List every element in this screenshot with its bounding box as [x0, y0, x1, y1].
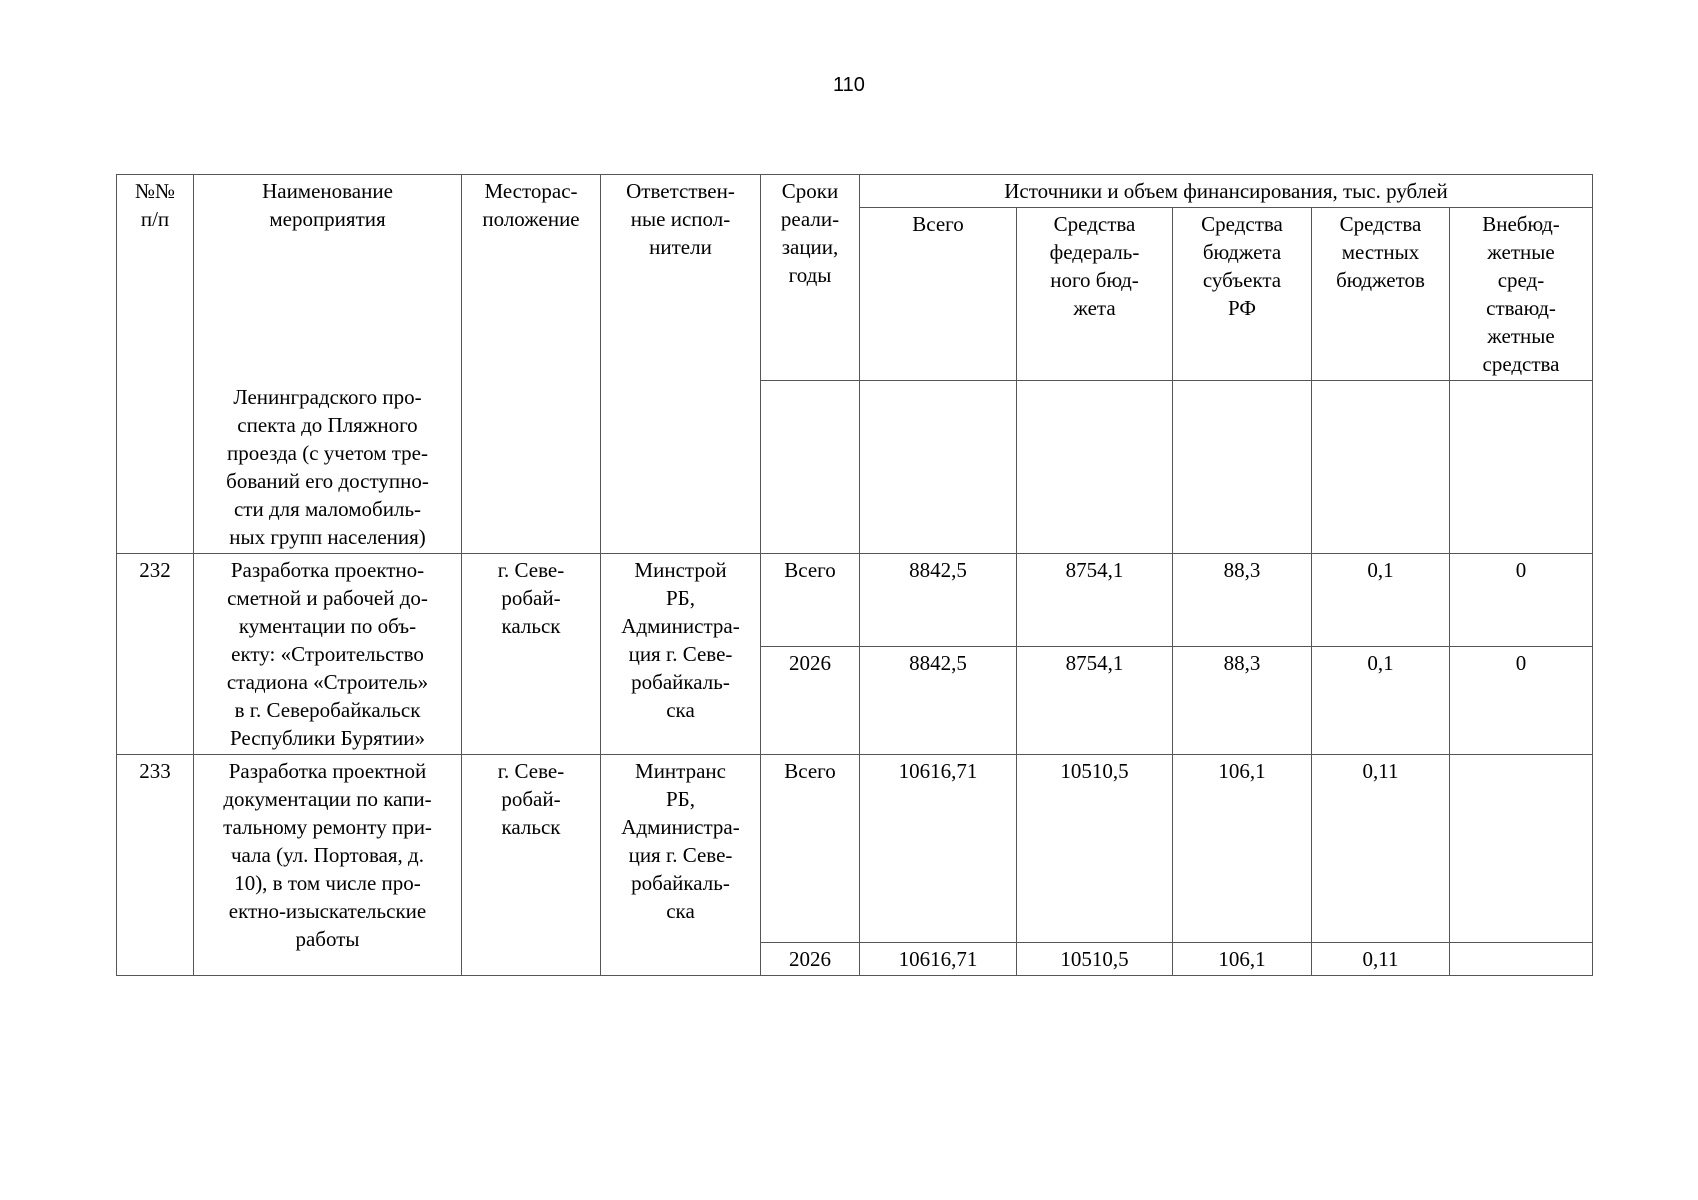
continuation-term: [761, 381, 860, 554]
row-num: 232: [117, 553, 194, 754]
row-federal: 10510,5: [1017, 942, 1173, 975]
continuation-local: [1312, 381, 1450, 554]
header-name: Наименование мероприятия: [194, 175, 462, 381]
row-subject: 88,3: [1173, 553, 1312, 646]
continuation-total: [860, 381, 1017, 554]
row-subject: 88,3: [1173, 646, 1312, 754]
header-executors: Ответствен- ные испол- нители: [601, 175, 761, 554]
row-term: 2026: [761, 646, 860, 754]
continuation-row: [117, 381, 1593, 554]
continuation-subject: [1173, 381, 1312, 554]
financing-table: [116, 174, 1593, 976]
row-offbudget: 0: [1450, 553, 1593, 646]
row-name: Разработка проектной документации по капи- тальному ремонту при- чала (ул. Портовая, д. 10), в том числе про- ектно-изыскательские работы: [194, 754, 462, 975]
continuation-num: [117, 381, 194, 554]
table-row: [117, 553, 1593, 646]
header-num: №№ п/п: [117, 175, 194, 381]
header-terms: Сроки реали- зации, годы: [761, 175, 860, 381]
header-total: Всего: [860, 208, 1017, 381]
header-sources: Источники и объем финансирования, тыс. рублей: [860, 175, 1593, 208]
continuation-name: Ленинградского про- спекта до Пляжного проезда (с учетом тре- бований его доступно- сти для маломобиль- ных групп населения): [194, 381, 462, 554]
header-location: Месторас- положение: [462, 175, 601, 554]
row-total: 10616,71: [860, 942, 1017, 975]
continuation-federal: [1017, 381, 1173, 554]
row-location: г. Севе- робай- кальск: [462, 553, 601, 754]
row-name: Разработка проектно- сметной и рабочей до- кументации по объ- екту: «Строительство стадиона «Строитель» в г. Северобайкальск Республики Бурятии»: [194, 553, 462, 754]
row-subject: 106,1: [1173, 942, 1312, 975]
row-offbudget: [1450, 942, 1593, 975]
row-local: 0,1: [1312, 553, 1450, 646]
row-term: Всего: [761, 754, 860, 942]
row-local: 0,11: [1312, 942, 1450, 975]
row-offbudget: 0: [1450, 646, 1593, 754]
row-num: 233: [117, 754, 194, 975]
header-subject: Средства бюджета субъекта РФ: [1173, 208, 1312, 381]
row-federal: 10510,5: [1017, 754, 1173, 942]
row-total: 8842,5: [860, 646, 1017, 754]
row-local: 0,1: [1312, 646, 1450, 754]
continuation-offbudget: [1450, 381, 1593, 554]
row-executors: Минтранс РБ, Администра- ция г. Севе- робайкаль- ска: [601, 754, 761, 975]
page-number: 110: [833, 74, 865, 96]
row-total: 10616,71: [860, 754, 1017, 942]
row-total: 8842,5: [860, 553, 1017, 646]
header-row-1: [117, 175, 1593, 208]
row-term: 2026: [761, 942, 860, 975]
row-location: г. Севе- робай- кальск: [462, 754, 601, 975]
table-row: [117, 754, 1593, 942]
row-federal: 8754,1: [1017, 553, 1173, 646]
row-offbudget: [1450, 754, 1593, 942]
row-term: Всего: [761, 553, 860, 646]
row-federal: 8754,1: [1017, 646, 1173, 754]
header-local: Средства местных бюджетов: [1312, 208, 1450, 381]
row-local: 0,11: [1312, 754, 1450, 942]
row-subject: 106,1: [1173, 754, 1312, 942]
header-offbudget: Внебюд- жетные сред- стваюд- жетные средства: [1450, 208, 1593, 381]
header-federal: Средства федераль- ного бюд- жета: [1017, 208, 1173, 381]
row-executors: Минстрой РБ, Администра- ция г. Севе- робайкаль- ска: [601, 553, 761, 754]
